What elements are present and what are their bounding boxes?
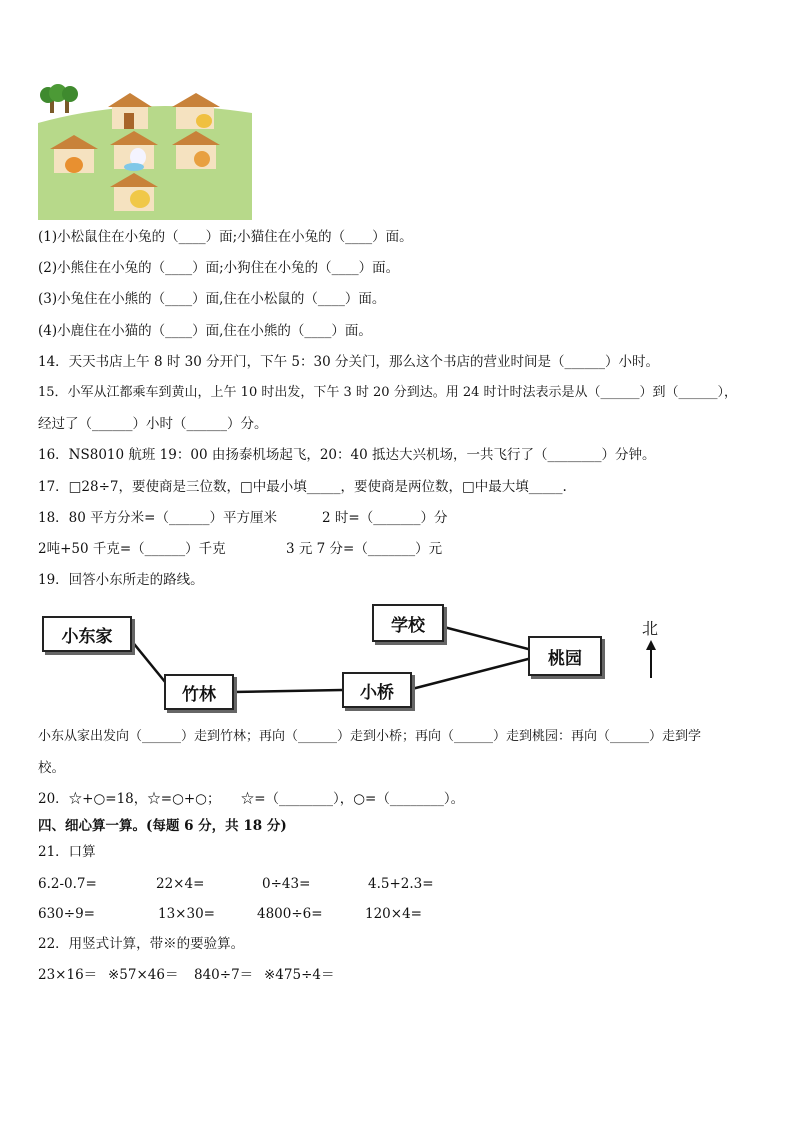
map-box-peach: 桃园 — [528, 636, 602, 676]
q21-row2-item: 120×4= — [365, 906, 422, 922]
q14-text: 14．天天书店上午 8 时 30 分开门，下午 5：30 分关门，那么这个书店的营业时间是（______）小时。 — [38, 354, 659, 370]
q18-item-d: 3 元 7 分=（_______）元 — [286, 541, 443, 557]
q21-row2-item: 4800÷6= — [257, 906, 323, 922]
q19-title: 19．回答小东所走的路线。 — [38, 572, 204, 588]
q19-line-2: 校。 — [38, 760, 65, 776]
q18-item-b: 2 时=（_______）分 — [322, 510, 448, 526]
q22-item: 23×16＝ — [38, 967, 98, 983]
q21-row1-item: 22×4= — [156, 876, 205, 892]
map-box-school: 学校 — [372, 604, 444, 642]
q13-line-3: (3)小兔住在小熊的（____）面,住在小松鼠的（____）面。 — [38, 291, 386, 307]
q15-line-1: 15．小军从江都乘车到黄山，上午 10 时出发，下午 3 时 20 分到达。用 24 时计时法表示是从（______）到（______）， — [38, 385, 737, 400]
north-label: 北 — [642, 619, 659, 638]
q13-line-2: (2)小熊住在小兔的（____）面;小狗住在小兔的（____）面。 — [38, 260, 400, 276]
animal-houses-illustration — [38, 83, 252, 220]
q13-line-4: (4)小鹿住在小猫的（____）面,住在小熊的（____）面。 — [38, 323, 372, 339]
q20-text: 20．☆+○=18，☆=○+○； ☆=（________），○=（________）。 — [38, 791, 465, 807]
q21-title: 21．口算 — [38, 844, 96, 860]
q19-line-1: 小东从家出发向（______）走到竹林；再向（______）走到小桥；再向（______）走到桃园：再向（______）走到学 — [38, 729, 702, 744]
q18-item-c: 2吨+50 千克=（______）千克 — [38, 541, 226, 557]
map-box-bamboo: 竹林 — [164, 674, 234, 710]
q16-text: 16．NS8010 航班 19：00 由扬泰机场起飞，20：40 抵达大兴机场，一共飞行了（________）分钟。 — [38, 447, 656, 463]
q22-item: ※475÷4＝ — [264, 967, 335, 983]
route-map — [38, 598, 678, 708]
map-box-home: 小东家 — [42, 616, 132, 652]
q22-item: 840÷7＝ — [194, 967, 254, 983]
q21-row2-item: 630÷9= — [38, 906, 95, 922]
q21-row2-item: 13×30= — [158, 906, 215, 922]
section-4-heading: 四、细心算一算。(每题 6 分，共 18 分) — [38, 818, 287, 834]
q21-row1-item: 0÷43= — [262, 876, 311, 892]
q22-item: ※57×46＝ — [108, 967, 179, 983]
q13-line-1: (1)小松鼠住在小兔的（____）面;小猫住在小兔的（____）面。 — [38, 229, 413, 245]
q17-text: 17．□28÷7，要使商是三位数，□中最小填_____，要使商是两位数，□中最大填_____. — [38, 479, 567, 495]
q21-row1-item: 4.5+2.3= — [368, 876, 434, 892]
map-box-bridge: 小桥 — [342, 672, 412, 708]
q15-line-2: 经过了（______）小时（______）分。 — [38, 416, 268, 432]
q22-title: 22．用竖式计算，带※的要验算。 — [38, 936, 245, 952]
q21-row1-item: 6.2-0.7= — [38, 876, 97, 892]
q18-item-a: 18．80 平方分米=（______）平方厘米 — [38, 510, 277, 526]
